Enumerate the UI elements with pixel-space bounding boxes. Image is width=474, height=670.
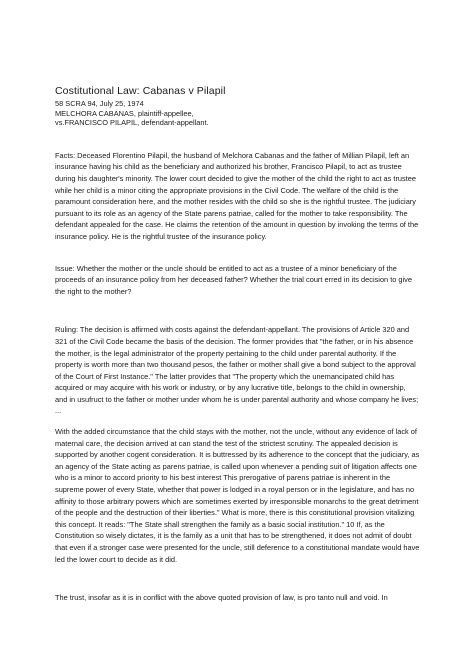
defendant-line: vs.FRANCISCO PILAPIL, defendant-appellant. <box>55 118 209 128</box>
facts-paragraph: Facts: Deceased Florentino Pilapil, the husband of Melchora Cabanas and the father of Millian Pilapil, left an insurance having his child as the beneficiary and authorized his brother, Francisco Pilapil, to act as trustee during his daughter's minority. The lower court decided to give the mother of the child the right to act as trustee while her child is a minor citing the appropriate provisions in the Civil Code. The welfare of the child is the paramount consideration here, and the mother resides with the child so she is the rightful trustee. The judiciary pursuant to its role as an agency of the State parens patriae, called for the mother to take responsibility. The defendant appealed for the case. He claims the retention of the amount in question by invoking the terms of the insurance policy. He is the rightful trustee of the insurance policy. <box>55 150 419 241</box>
plaintiff-line: MELCHORA CABANAS, plaintiff-appellee, <box>55 108 194 118</box>
trust-paragraph: The trust, insofar as it is in conflict with the above quoted provision of law, is pro tanto null and void. In <box>55 593 388 603</box>
added-circumstance-paragraph: With the added circumstance that the child stays with the mother, not the uncle, without any evidence of lack of maternal care, the decision arrived at can stand the test of the strictest scrutiny. The appealed decision is supported by another cogent consideration. It is buttressed by its adherence to the concept that the judiciary, as an agency of the State acting as parens patriae, is called upon whenever a pending suit of litigation affects one who is a minor to accord priority to his best interest This prerogative of parens patriae is inherent in the supreme power of every State, whether that power is lodged in a royal person or in the legislature, and has no affinity to those arbitrary powers which are sometimes exerted by irresponsible monarchs to the great detriment of the people and the destruction of their liberties." What is more, there is this constitutional provision vitalizing this concept. It reads: "The State shall strengthen the family as a basic social institution." 10 If, as the Constitution so wisely dictates, it is the family as a unit that has to be strengthened, it does not admit of doubt that even if a stronger case were presented for the uncle, still deference to a constitutional mandate would have led the lower court to decide as it did. <box>55 427 420 564</box>
document-body <box>55 85 420 604</box>
issue-paragraph: Issue: Whether the mother or the uncle should be entitled to act as a trustee of a minor beneficiary of the proceeds of an insurance policy from her deceased father? Whether the trial court erred in its decision to give the right to the mother? <box>55 263 412 296</box>
case-citation: 58 SCRA 94, July 25, 1974 <box>55 99 144 108</box>
ruling-paragraph: Ruling: The decision is affirmed with costs against the defendant-appellant. The provisions of Article 320 and 321 of the Civil Code became the basis of the decision. The former provides that "the father, or in his absence the mother, is the legal administrator of the property pertaining to the child under parental authority. If the property is worth more than two thousand pesos, the father or mother shall give a bond subject to the approval of the Court of First Instance." The latter provides that "The property which the unemancipated child has acquired or may acquire with his work or industry, or by any lucrative title, belongs to the child in ownership, and in usufruct to the father or mother under whom he is under parental authority and whose company he lives; ... <box>55 325 419 416</box>
document-title: Costitutional Law: Cabanas v Pilapil <box>55 85 226 97</box>
